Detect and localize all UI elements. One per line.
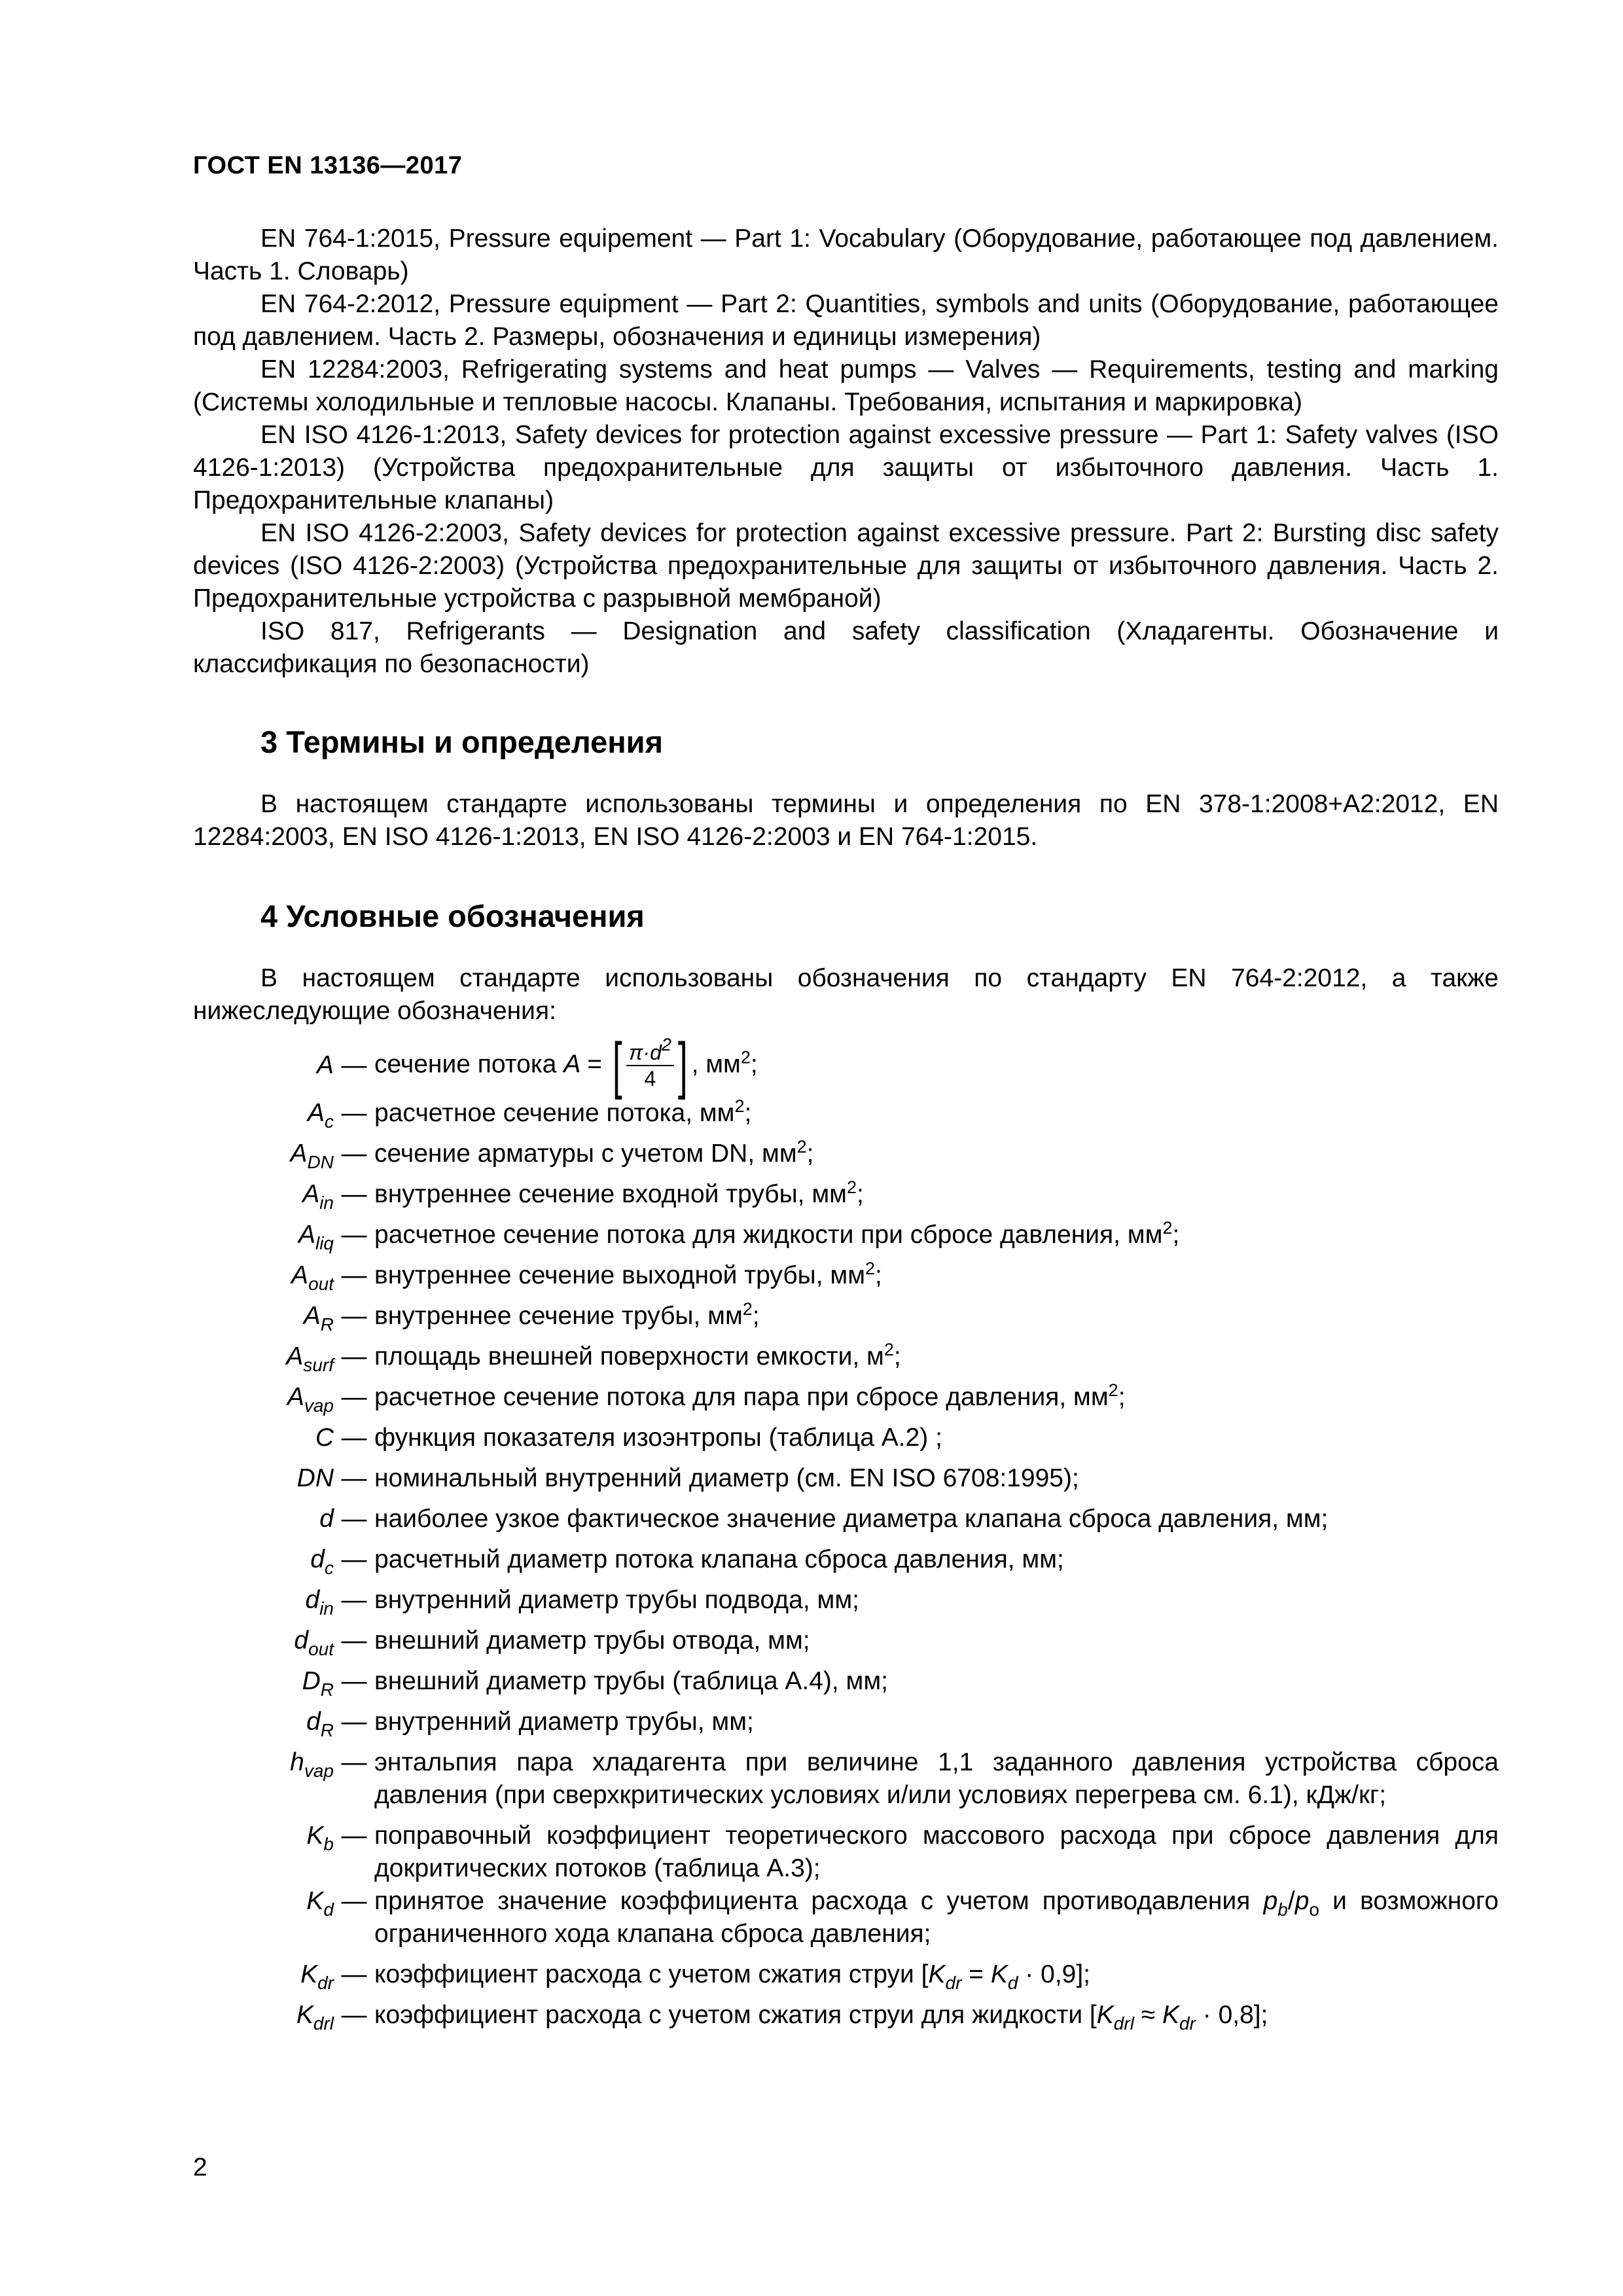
symbol-row bbox=[193, 1340, 1499, 1373]
symbol-dash: — bbox=[341, 1424, 367, 1452]
normative-references bbox=[193, 223, 1499, 681]
symbol-definition: внутренний диаметр трубы, мм; bbox=[374, 1708, 754, 1736]
symbol-label: $d_R$ bbox=[306, 1708, 334, 1740]
symbol-row bbox=[193, 1665, 1499, 1698]
section-3-text: В настоящем стандарте использованы термины и определения по EN 378-1:2008+A2:2012, EN 12284:2003, EN ISO 4126-1:2013, EN ISO 4126-2:2003 и EN 764-1:2015. bbox=[193, 790, 1499, 851]
symbol-label: A bbox=[316, 1051, 334, 1079]
symbol-definition: сечение потока A = [ $\frac{\pi\cdot d^2}{4}$ ] , $мм^2$; bbox=[374, 1030, 758, 1100]
symbol-dash: — bbox=[341, 1708, 367, 1736]
symbol-label: $K_b$ bbox=[306, 1821, 334, 1854]
symbol-dash: — bbox=[341, 1342, 367, 1371]
symbol-label: $A_{in}$ bbox=[302, 1180, 334, 1213]
symbol-row bbox=[193, 1820, 1499, 1885]
symbol-label: $A_{out}$ bbox=[291, 1261, 334, 1294]
symbol-definition: расчетное сечение потока для пара при сбросе давления, $мм^2$; bbox=[374, 1380, 1126, 1411]
symbol-row bbox=[193, 1178, 1499, 1211]
symbol-definition: расчетное сечение потока для жидкости при сбросе давления, $мм^2$; bbox=[374, 1218, 1180, 1249]
symbols-list bbox=[193, 1030, 1499, 2034]
symbol-label: $A_{DN}$ bbox=[290, 1139, 334, 1172]
symbol-definition: внутреннее сечение входной трубы, $мм^2$; bbox=[374, 1177, 864, 1208]
symbol-dash: — bbox=[341, 1748, 367, 1776]
symbol-dash: — bbox=[341, 1302, 367, 1330]
symbol-dash: — bbox=[341, 1887, 367, 1915]
reference-item: EN 764-2:2012, Pressure equipment — Part 2: Quantities, symbols and units (Оборудование, работающее под давлением. Часть 2. Размеры, обозначения и единицы измерения) bbox=[193, 290, 1499, 351]
symbol-definition: коэффициент расхода с учетом сжатия струи для жидкости $[K_{drl} \approx K_{dr} \cdot 0,8]$; bbox=[374, 2001, 1268, 2034]
reference-item: EN 764-1:2015, Pressure equipement — Part 1: Vocabulary (Оборудование, работающее под давлением. Часть 1. Словарь) bbox=[193, 224, 1499, 285]
symbol-definition: расчетный диаметр потока клапана сброса давления, мм; bbox=[374, 1545, 1064, 1573]
symbol-definition: поправочный коэффициент теоретического массового расхода при сбросе давления для докритических потоков (таблица А.3); bbox=[374, 1821, 1499, 1882]
symbol-dash: — bbox=[341, 1464, 367, 1492]
symbol-row-a bbox=[193, 1030, 1499, 1100]
symbol-dash: — bbox=[341, 1586, 367, 1614]
symbol-definition: функция показателя изоэнтропы (таблица А.2) ; bbox=[374, 1424, 942, 1452]
symbol-dash: — bbox=[341, 1545, 367, 1573]
page-content bbox=[193, 223, 1499, 2032]
symbol-definition: площадь внешней поверхности емкости, $м^2$; bbox=[374, 1340, 901, 1371]
section-4-title: 4 Условные обозначения bbox=[260, 899, 645, 933]
symbol-definition: внутренний диаметр трубы подвода, мм; bbox=[374, 1586, 859, 1614]
page-number: 2 bbox=[193, 2153, 207, 2181]
symbol-row bbox=[193, 1381, 1499, 1414]
symbol-row bbox=[193, 1584, 1499, 1617]
section-4-intro: В настоящем стандарте использованы обозначения по стандарту EN 764-2:2012, а также нижеследующие обозначения: bbox=[193, 964, 1499, 1025]
symbol-row-kdr bbox=[193, 1958, 1499, 1991]
symbol-label: DN bbox=[296, 1464, 334, 1492]
area-formula: [ $\frac{\pi\cdot d^2}{4}$ ] bbox=[613, 1030, 688, 1100]
symbol-dash: — bbox=[341, 1505, 367, 1533]
symbol-definition: внешний диаметр трубы отвода, мм; bbox=[374, 1626, 810, 1655]
reference-item: ISO 817, Refrigerants — Designation and safety classification (Хладагенты. Обозначение и классификация по безопасности) bbox=[193, 617, 1499, 678]
symbol-definition: внутреннее сечение выходной трубы, $мм^2$; bbox=[374, 1259, 882, 1289]
symbol-row bbox=[193, 1097, 1499, 1130]
symbol-dash: — bbox=[341, 1180, 367, 1208]
symbol-definition: сечение арматуры с учетом DN, $мм^2$; bbox=[374, 1137, 814, 1168]
symbol-dash: — bbox=[341, 1383, 367, 1411]
symbol-row bbox=[193, 1422, 1499, 1454]
symbol-label: $A_{surf}$ bbox=[286, 1342, 334, 1375]
symbol-definition: энтальпия пара хладагента при величине 1,1 заданного давления устройства сброса давления (при сверхкритических условиях и/или условиях перегрева см. 6.1), кДж/кг; bbox=[374, 1748, 1499, 1809]
symbol-dash: — bbox=[341, 1960, 367, 1988]
symbol-row bbox=[193, 1138, 1499, 1170]
section-3-title: 3 Термины и определения bbox=[260, 725, 663, 759]
symbol-label: $A_c$ bbox=[307, 1099, 334, 1132]
symbol-definition: расчетное сечение потока, $мм^2$; bbox=[374, 1096, 752, 1127]
symbol-definition: принятое значение коэффициента расхода с учетом противодавления $p_b/p_o$ и возможного ограниченного хода клапана сброса давления; bbox=[374, 1887, 1499, 1948]
symbol-label: C bbox=[315, 1424, 334, 1452]
reference-item: EN ISO 4126-2:2003, Safety devices for protection against excessive pressure. Part 2: Bursting disc safety devices (ISO 4126-2:2003) (Устройства предохранительные для защиты от избыточного давления. Часть 2. Предохранительные устройства с разрывной мембраной) bbox=[193, 519, 1499, 613]
symbol-row bbox=[193, 1746, 1499, 1812]
symbol-row bbox=[193, 1543, 1499, 1576]
symbol-label: $A_{liq}$ bbox=[298, 1221, 334, 1253]
symbol-dash: — bbox=[341, 1261, 367, 1289]
symbol-label: $h_{vap}$ bbox=[290, 1748, 334, 1781]
symbol-definition: коэффициент расхода с учетом сжатия струи $[K_{dr} = K_d \cdot 0,9]$; bbox=[374, 1960, 1091, 1993]
symbol-row-kdrl bbox=[193, 1999, 1499, 2032]
symbol-label: $A_{vap}$ bbox=[287, 1383, 334, 1416]
symbol-row bbox=[193, 1503, 1499, 1535]
symbol-label: $d_{out}$ bbox=[294, 1626, 334, 1659]
symbol-label: $K_d$ bbox=[306, 1887, 334, 1920]
document-header: ГОСТ EN 13136—2017 bbox=[193, 152, 463, 179]
symbol-dash: — bbox=[341, 1221, 367, 1249]
symbol-row bbox=[193, 1300, 1499, 1333]
symbol-dash: — bbox=[341, 1626, 367, 1655]
symbol-row-kd bbox=[193, 1885, 1499, 1950]
symbol-label: d bbox=[319, 1505, 334, 1533]
symbol-definition: наиболее узкое фактическое значение диаметра клапана сброса давления, мм; bbox=[374, 1505, 1329, 1533]
symbol-label: $K_{drl}$ bbox=[296, 2001, 334, 2034]
symbol-row bbox=[193, 1462, 1499, 1495]
symbol-dash: — bbox=[341, 1051, 367, 1079]
symbol-label: $A_R$ bbox=[303, 1302, 334, 1335]
symbol-definition: внешний диаметр трубы (таблица А.4), мм; bbox=[374, 1667, 889, 1695]
symbol-label: $K_{dr}$ bbox=[300, 1960, 334, 1993]
symbol-dash: — bbox=[341, 1821, 367, 1850]
symbol-label: $d_{in}$ bbox=[305, 1586, 334, 1619]
reference-item: EN ISO 4126-1:2013, Safety devices for protection against excessive pressure — Part 1: Safety valves (ISO 4126-1:2013) (Устройства предохранительные для защиты от избыточного давления. Часть 1. Предохранительные клапаны) bbox=[193, 421, 1499, 514]
symbol-row bbox=[193, 1259, 1499, 1292]
symbol-label: $d_c$ bbox=[310, 1545, 334, 1578]
reference-item: EN 12284:2003, Refrigerating systems and heat pumps — Valves — Requirements, testing and marking (Системы холодильные и тепловые насосы. Клапаны. Требования, испытания и маркировка) bbox=[193, 355, 1499, 416]
symbol-definition: внутреннее сечение трубы, $мм^2$; bbox=[374, 1299, 760, 1330]
symbol-dash: — bbox=[341, 2001, 367, 2029]
symbol-row bbox=[193, 1706, 1499, 1738]
symbol-dash: — bbox=[341, 1139, 367, 1168]
symbol-label: $D_R$ bbox=[302, 1667, 334, 1700]
symbol-definition: номинальный внутренний диаметр (см. EN ISO 6708:1995); bbox=[374, 1464, 1079, 1492]
symbol-row bbox=[193, 1624, 1499, 1657]
symbol-dash: — bbox=[341, 1667, 367, 1695]
symbol-row bbox=[193, 1219, 1499, 1251]
symbol-dash: — bbox=[341, 1099, 367, 1127]
